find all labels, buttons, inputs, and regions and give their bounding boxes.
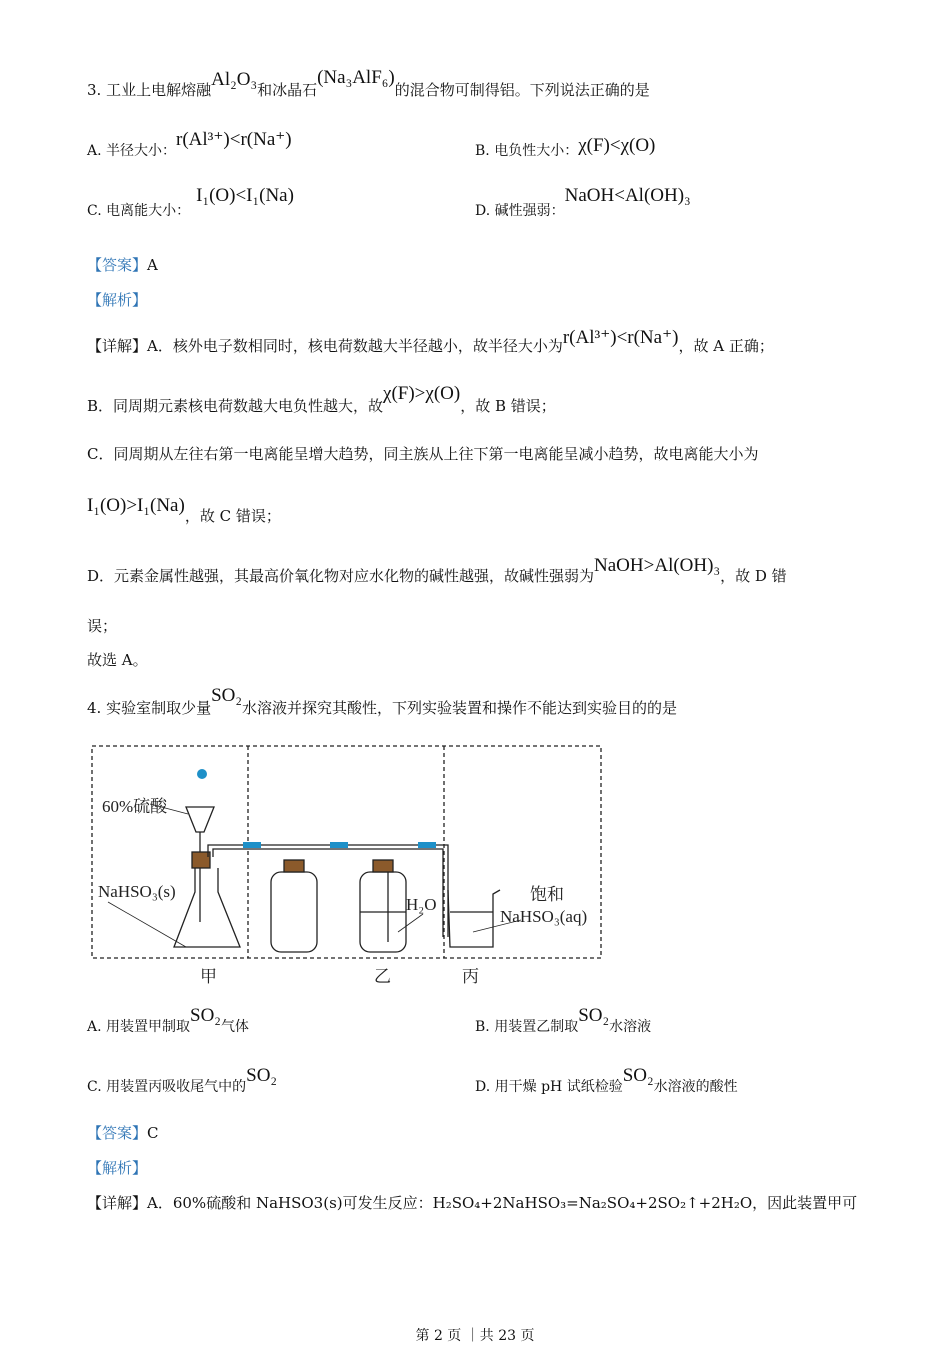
bottle-empty (271, 872, 317, 952)
beaker (448, 890, 500, 947)
label-jia: 甲 (200, 967, 217, 986)
label-bing: 丙 (462, 967, 479, 986)
q4-option-d: D. 用干燥 pH 试纸检验SO₂水溶液的酸性 (475, 1065, 738, 1095)
q4-option-b: B. 用装置乙制取SO₂水溶液 (475, 1005, 652, 1035)
nahso3-aq-label: NaHSO₃(aq) (500, 907, 588, 926)
q4-option-a: A. 用装置甲制取SO₂气体 (87, 1005, 249, 1035)
conical-flask (174, 868, 240, 947)
q3-detail-b: B．同周期元素核电荷数越大电负性越大，故χ(F)>χ(O)，故 B 错误； (87, 383, 556, 415)
q3-answer: 【答案】A (87, 256, 158, 274)
q3-detail-a: 【详解】A．核外电子数相同时，核电荷数越大半径越小，故半径大小为r(Al³⁺)<r(Na⁺)，故 A 正确； (87, 327, 774, 355)
q3-detail-c: C．同周期从左往右第一电离能呈增大趋势，同主族从上往下第一电离能呈减小趋势，故电离能大小为 (87, 445, 759, 463)
q4-analysis-tag: 【解析】 (87, 1159, 148, 1177)
gas-tube (208, 845, 448, 937)
q3-option-d: D. 碱性强弱：NaOH<Al(OH)₃ (475, 185, 691, 219)
q4-detail-a: 【详解】A．60%硫酸和 NaHSO3(s)可发生反应：H₂SO₄+2NaHSO₃=Na₂SO₄+2SO₂↑+2H₂O，因此装置甲可 (87, 1194, 858, 1212)
stopper-icon (197, 769, 207, 779)
water-label: H₂O (406, 895, 437, 914)
acid-label: 60%硫酸 (102, 797, 168, 816)
q3-option-a: A. 半径大小：r(Al³⁺)<r(Na⁺) (87, 129, 292, 159)
separatory-funnel (186, 807, 214, 832)
q4-answer: 【答案】C (87, 1124, 159, 1142)
q3-stem: 3. 工业上电解熔融Al₂O₃和冰晶石(Na₃AlF₆)的混合物可制得铝。下列说法正确的是 (87, 67, 650, 99)
apparatus-diagram (88, 742, 608, 992)
label-yi: 乙 (374, 967, 391, 986)
q4-option-c: C. 用装置丙吸收尾气中的SO₂ (87, 1065, 278, 1095)
q4-stem: 4. 实验室制取少量SO₂水溶液并探究其酸性，下列实验装置和操作不能达到实验目的的是 (87, 685, 678, 717)
q3-conclusion: 故选 A。 (87, 651, 148, 669)
page-footer: 第 2 页 ｜共 23 页 (415, 1328, 535, 1344)
solid-label: NaHSO₃(s) (98, 882, 176, 901)
q3-detail-d: D．元素金属性越强，其最高价氧化物对应水化物的碱性越强，故碱性强弱为NaOH>Al(OH)₃，故 D 错 (87, 555, 787, 585)
q3-analysis-tag: 【解析】 (87, 291, 148, 309)
q3-option-c: C. 电离能大小：I₁(O)<I₁(Na) (87, 185, 294, 219)
saturated-label: 饱和 (530, 885, 564, 904)
q3-detail-c-cont: I₁(O)>I₁(Na)，故 C 错误； (87, 495, 281, 525)
q3-detail-d-cont: 误； (87, 617, 118, 635)
q3-option-b: B. 电负性大小：χ(F)<χ(O) (475, 135, 656, 159)
frame (92, 746, 601, 958)
